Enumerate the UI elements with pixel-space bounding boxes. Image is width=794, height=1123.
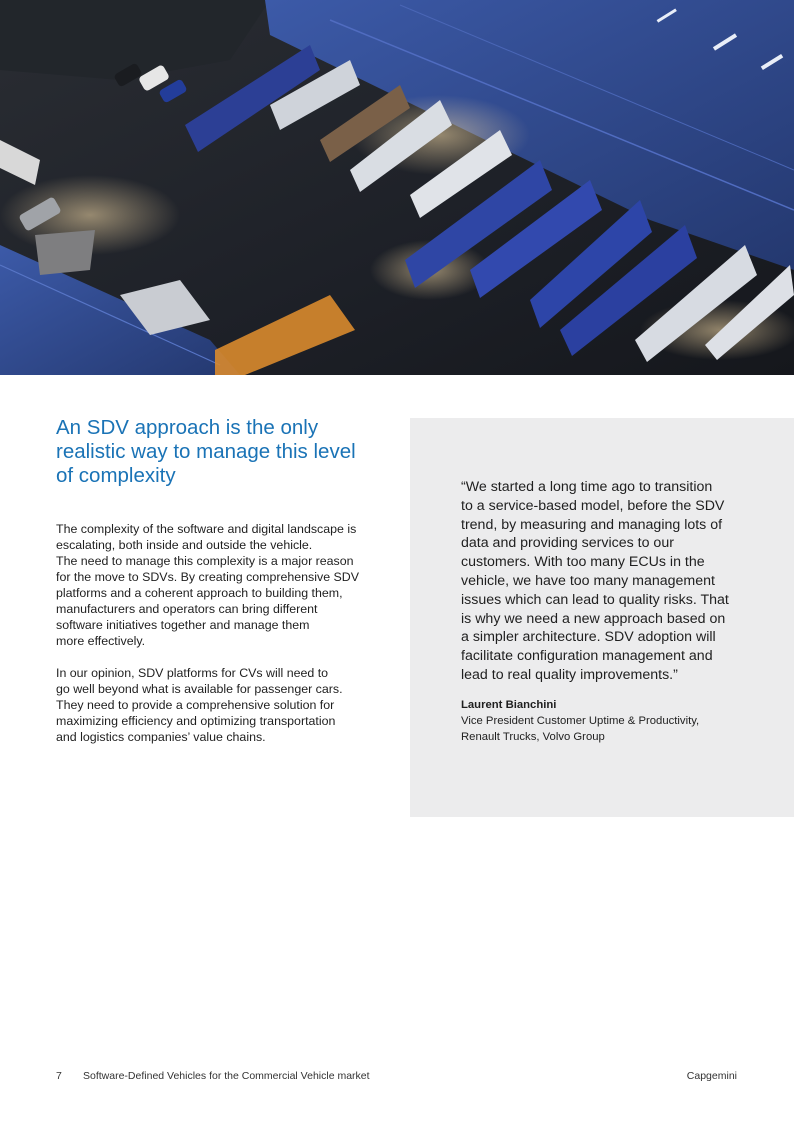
text-line: In our opinion, SDV platforms for CVs will need to [56, 666, 329, 680]
text-line: for the move to SDVs. By creating comprehensive SDV [56, 570, 360, 584]
brand-name: Capgemini [686, 1070, 737, 1082]
role-line: Renault Trucks, Volvo Group [461, 731, 605, 743]
hero-image [0, 0, 794, 375]
text-line: more effectively. [56, 634, 146, 648]
quote-line: data and providing services to our [461, 535, 674, 552]
quote-line: “We started a long time ago to transition [461, 479, 713, 495]
quote-author-role [461, 713, 699, 745]
quote-line: a simpler architecture. SDV adoption will [461, 629, 716, 646]
role-line: Vice President Customer Uptime & Productivity, [461, 715, 700, 727]
heading-line: of complexity [56, 464, 176, 487]
quote-line: facilitate configuration management and [461, 648, 713, 665]
text-line: The complexity of the software and digital landscape is [56, 522, 357, 536]
quote-line: trend, by measuring and managing lots of [461, 516, 723, 533]
quote-author: Laurent Bianchini [461, 699, 557, 711]
quote-line: to a service-based model, before the SDV [461, 497, 725, 514]
page-number: 7 [56, 1070, 62, 1082]
warehouse-trucks-photo [0, 0, 794, 375]
quote-line: vehicle, we have too many management [461, 572, 715, 589]
text-line: escalating, both inside and outside the vehicle. [56, 538, 313, 552]
text-line: and logistics companies’ value chains. [56, 730, 266, 744]
quote-line: issues which can lead to quality risks. That [461, 591, 729, 608]
document-title: Software-Defined Vehicles for the Commercial Vehicle market [83, 1070, 370, 1082]
quote-line: is why we need a new approach based on [461, 610, 726, 627]
quote-box [410, 418, 794, 817]
quote-line: customers. With too many ECUs in the [461, 554, 705, 571]
paragraph-complexity [56, 521, 386, 649]
text-line: manufacturers and operators can bring different [56, 602, 318, 616]
section-heading [56, 416, 376, 488]
text-line: The need to manage this complexity is a major reason [56, 554, 354, 568]
quote-text [461, 478, 751, 685]
body-text [56, 521, 386, 761]
text-line: maximizing efficiency and optimizing transportation [56, 714, 336, 728]
text-line: They need to provide a comprehensive solution for [56, 698, 335, 712]
quote-line: lead to real quality improvements.” [461, 666, 678, 683]
text-line: platforms and a coherent approach to building them, [56, 586, 343, 600]
heading-line: An SDV approach is the only [56, 416, 319, 439]
text-line: go well beyond what is available for passenger cars. [56, 682, 343, 696]
page-footer [0, 1070, 794, 1086]
heading-line: realistic way to manage this level [56, 440, 356, 463]
text-line: software initiatives together and manage them [56, 618, 310, 632]
paragraph-opinion [56, 665, 386, 745]
